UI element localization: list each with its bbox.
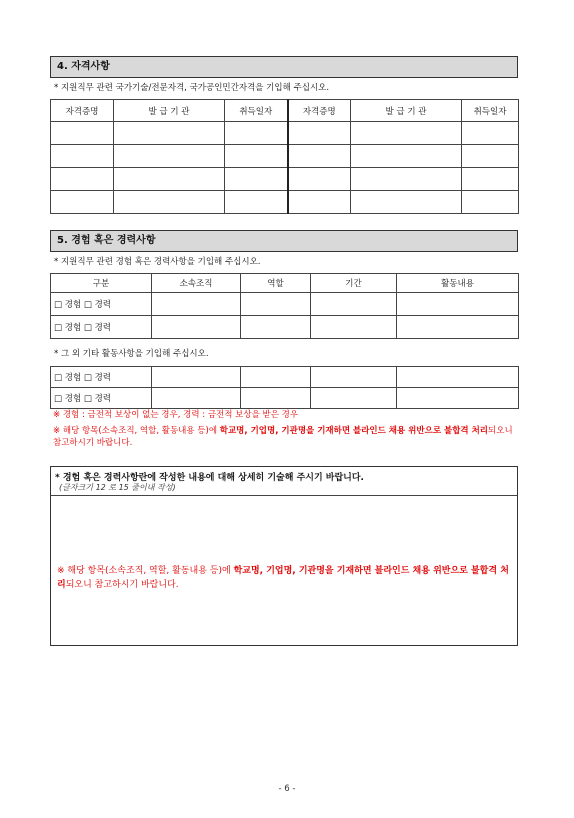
column-header: 자격증명 — [288, 100, 351, 122]
detail-box-title: * 경험 혹은 경력사항란에 작성한 내용에 대해 상세히 기술해 주시기 바랍니다. — [55, 473, 364, 483]
section5-title: 5. 경험 혹은 경력사항 — [50, 230, 518, 252]
cell[interactable] — [114, 145, 225, 168]
cell[interactable] — [241, 316, 311, 339]
cell[interactable] — [114, 122, 225, 145]
cell[interactable] — [152, 316, 241, 339]
cell[interactable] — [51, 145, 114, 168]
experience-type-checkbox[interactable]: □ 경험 □ 경력 — [51, 388, 152, 409]
cell[interactable] — [462, 191, 519, 214]
cell[interactable] — [311, 316, 397, 339]
cell[interactable] — [51, 168, 114, 191]
table-header-row — [51, 100, 519, 122]
cell[interactable] — [351, 145, 462, 168]
cell[interactable] — [225, 122, 288, 145]
table-row[interactable] — [51, 145, 519, 168]
experience-table — [50, 273, 519, 339]
table-row[interactable] — [51, 367, 519, 388]
warning-text: ※ 해당 항목(소속조직, 역할, 활동내용 등)에 — [53, 426, 220, 436]
cell[interactable] — [241, 293, 311, 316]
cell[interactable] — [397, 316, 519, 339]
warning-bold-text: 학교명, 기업명, 기관명을 기재하면 블라인드 채용 위반으로 불합격 처리 — [219, 426, 489, 436]
cell[interactable] — [241, 388, 311, 409]
experience-type-checkbox[interactable]: □ 경험 □ 경력 — [51, 293, 152, 316]
section4-title: 4. 자격사항 — [50, 56, 518, 78]
cell[interactable] — [152, 388, 241, 409]
cell[interactable] — [462, 168, 519, 191]
table-header-row — [51, 274, 519, 293]
warning-text: ※ 해당 항목(소속조직, 역할, 활동내용 등)에 — [57, 566, 234, 576]
detail-box-warning — [57, 564, 512, 592]
column-header: 발 급 기 관 — [114, 100, 225, 122]
warning-text: 되오니 참고하시기 바랍니다. — [53, 426, 513, 448]
cell[interactable] — [288, 122, 351, 145]
detail-box-subtitle: (글자크기 12 로 15 줄이내 작성) — [59, 483, 176, 492]
experience-definition-warning: ※ 경험 : 금전적 보상이 없는 경우, 경력 : 금전적 보상을 받은 경우 — [53, 410, 299, 420]
column-header: 자격증명 — [51, 100, 114, 122]
column-header: 취득일자 — [462, 100, 519, 122]
cell[interactable] — [351, 191, 462, 214]
column-header: 구분 — [51, 274, 152, 293]
cell[interactable] — [152, 293, 241, 316]
cell[interactable] — [311, 388, 397, 409]
section4-note: * 지원직무 관련 국가기술/전문자격, 국가공인민간자격을 기입해 주십시오. — [54, 83, 330, 93]
other-activities-note: * 그 외 기타 활동사항을 기입해 주십시오. — [54, 349, 209, 359]
column-header: 소속조직 — [152, 274, 241, 293]
experience-type-checkbox[interactable]: □ 경험 □ 경력 — [51, 367, 152, 388]
section5-note: * 지원직무 관련 경험 혹은 경력사항을 기입해 주십시오. — [54, 257, 261, 267]
cell[interactable] — [288, 145, 351, 168]
experience-detail-box[interactable] — [50, 466, 518, 646]
cell[interactable] — [225, 168, 288, 191]
column-header: 기간 — [311, 274, 397, 293]
table-row[interactable] — [51, 168, 519, 191]
cell[interactable] — [311, 367, 397, 388]
qualification-table — [50, 99, 519, 214]
table-row[interactable] — [51, 122, 519, 145]
cell[interactable] — [114, 191, 225, 214]
blind-hiring-warning — [50, 426, 518, 449]
cell[interactable] — [311, 293, 397, 316]
table-row[interactable] — [51, 293, 519, 316]
experience-type-checkbox[interactable]: □ 경험 □ 경력 — [51, 316, 152, 339]
cell[interactable] — [397, 388, 519, 409]
cell[interactable] — [462, 122, 519, 145]
cell[interactable] — [397, 367, 519, 388]
other-activities-table — [50, 366, 519, 409]
page-number: - 6 - — [278, 784, 296, 794]
cell[interactable] — [51, 191, 114, 214]
cell[interactable] — [351, 168, 462, 191]
column-header: 역할 — [241, 274, 311, 293]
cell[interactable] — [51, 122, 114, 145]
detail-box-header — [51, 467, 517, 496]
table-row[interactable] — [51, 316, 519, 339]
table-row[interactable] — [51, 388, 519, 409]
warning-text: 되오니 참고하시기 바랍니다. — [65, 580, 179, 590]
cell[interactable] — [351, 122, 462, 145]
warning-bold-text: 학교명, 기업명, 기관명을 기재하면 블라인드 채용 위반으로 불합격 처리 — [57, 566, 509, 590]
cell[interactable] — [114, 168, 225, 191]
column-header: 취득일자 — [225, 100, 288, 122]
column-header: 활동내용 — [397, 274, 519, 293]
cell[interactable] — [288, 191, 351, 214]
cell[interactable] — [241, 367, 311, 388]
column-header: 발 급 기 관 — [351, 100, 462, 122]
cell[interactable] — [225, 145, 288, 168]
cell[interactable] — [397, 293, 519, 316]
cell[interactable] — [288, 168, 351, 191]
table-row[interactable] — [51, 191, 519, 214]
cell[interactable] — [462, 145, 519, 168]
cell[interactable] — [225, 191, 288, 214]
cell[interactable] — [152, 367, 241, 388]
